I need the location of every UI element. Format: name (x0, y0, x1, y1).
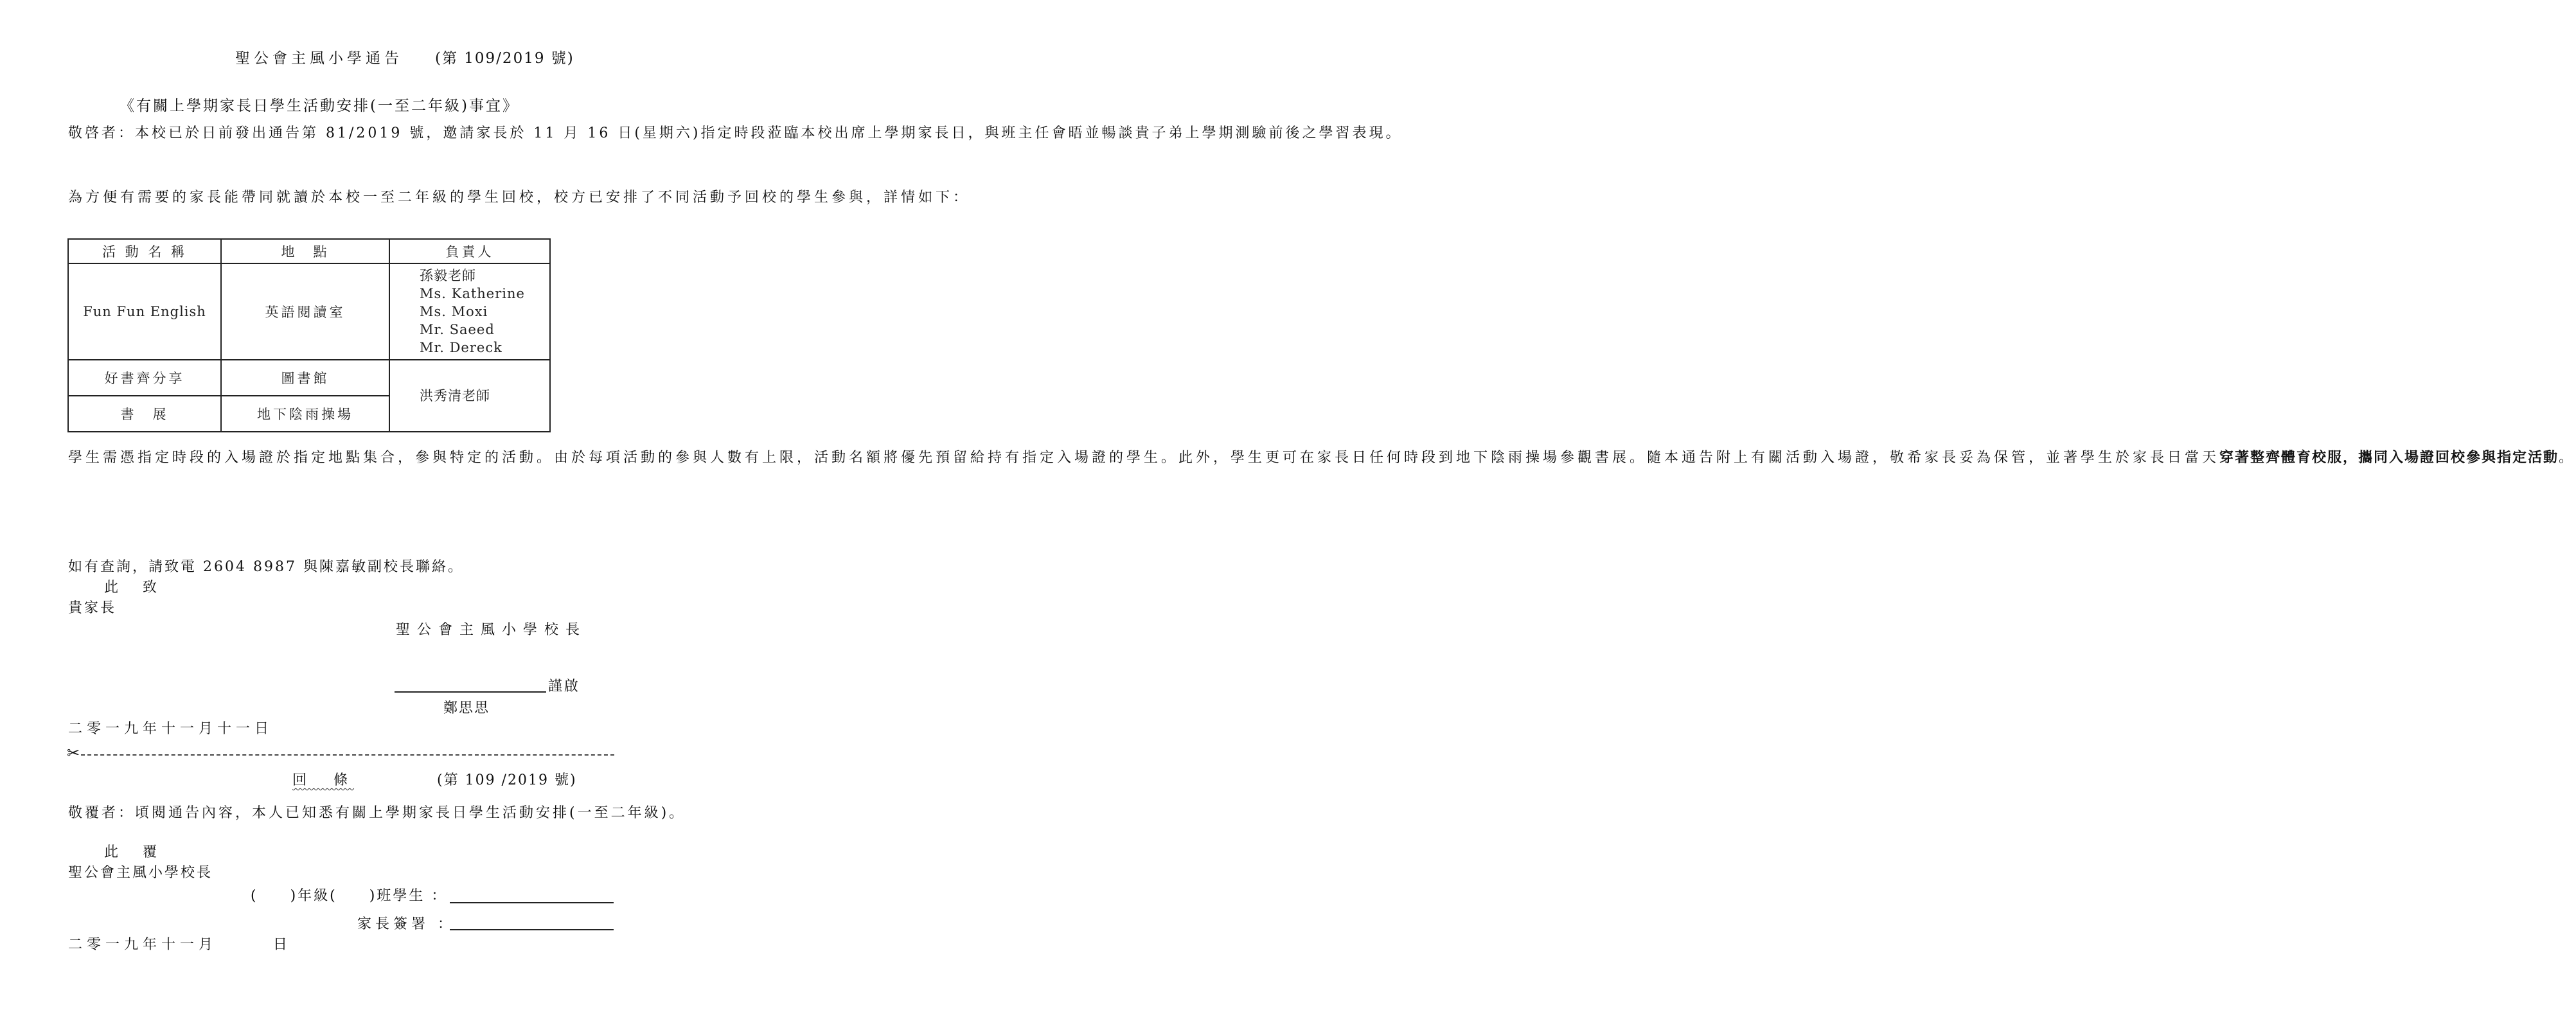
scissors-icon: ✂ (67, 744, 80, 762)
reply-date: 二零一九年十一月 日 (68, 937, 292, 953)
enquiry-line: 如有查詢，請致電 2604 8987 與陳嘉敏副校長聯絡。 (68, 559, 464, 575)
person-name: 洪秀清老師 (420, 388, 490, 403)
class-label: ( )年級( )班學生 ： (251, 888, 448, 904)
person-name: Ms. Katherine (420, 286, 525, 301)
table-row (68, 360, 550, 396)
table-row (68, 263, 550, 360)
venue-cell: 英語閱讀室 (221, 263, 389, 360)
person-name: Ms. Moxi (420, 304, 488, 319)
paragraph-3-text: 學生需憑指定時段的入場證於指定地點集合，參與特定的活動。由於每項活動的參與人數有上限，活動名額將優先預留給持有指定入場證的學生。此外，學生更可在家長日任何時段到地下陰雨操場參觀書展。隨本通告附上有關活動入場證，敬希家長妥為保管，並著學生於家長日當天 (68, 450, 2220, 466)
notice-header (235, 46, 574, 67)
header-venue: 地 點 (221, 239, 389, 263)
notice-date: 二零一九年十一月十一日 (68, 721, 274, 737)
school-title: 聖公會主風小學通告 (235, 50, 403, 67)
activity-cell: Fun Fun English (68, 263, 221, 360)
paragraph-3 (68, 448, 2576, 468)
header-person: 負責人 (389, 239, 550, 263)
paragraph-2: 為方便有需要的家長能帶同就讀於本校一至二年級的學生回校，校方已安排了不同活動予回校的學生參與，詳情如下： (68, 190, 971, 206)
student-name-field[interactable] (450, 902, 614, 903)
table-header-row (68, 239, 550, 263)
signer-title: 聖公會主風小學校長 (396, 622, 587, 638)
activity-cell: 好書齊分享 (68, 360, 221, 396)
signature-line (395, 691, 546, 693)
notice-subject: 《有關上學期家長日學生活動安排(一至二年級)事宜》 (120, 98, 519, 114)
paragraph-1: 敬啓者：本校已於日前發出通告第 81/2019 號，邀請家長於 11 月 16 日(星期六)指定時段蒞臨本校出席上學期家長日，與班主任會晤並暢談貴子弟上學期測驗前後之學習表現。 (68, 125, 1403, 141)
person-name: Mr. Saeed (420, 322, 495, 337)
reply-body-text: 敬覆者：頃閱通告內容，本人已知悉有關上學期家長日學生活動安排(一至二年級)。 (68, 805, 686, 821)
person-cell (389, 263, 550, 360)
cut-line (81, 754, 614, 756)
recipient: 貴家長 (68, 600, 117, 616)
paragraph-3-end: 。 (2559, 450, 2576, 466)
paragraph-instructions (68, 448, 2576, 468)
person-name: Mr. Dereck (420, 340, 502, 355)
uniform-requirement: 穿著整齊體育校服，攜同入場證回校參與指定活動 (2219, 450, 2559, 466)
venue-cell: 圖書館 (221, 360, 389, 396)
closing-salutation: 此 致 (104, 580, 163, 596)
sign-word: 謹啟 (548, 678, 581, 695)
paragraph-arrangement (68, 188, 971, 208)
person-name: 孫毅老師 (420, 268, 476, 283)
reply-body (68, 803, 686, 823)
header-activity: 活 動 名 稱 (68, 239, 221, 263)
parent-signature-field[interactable] (450, 929, 614, 930)
reply-notice-number: (第 109 /2019 號) (437, 772, 577, 788)
reply-recipient: 聖公會主風小學校長 (68, 865, 213, 881)
reply-closing: 此 覆 (104, 844, 163, 860)
notice-number: (第 109/2019 號) (435, 50, 574, 67)
reply-title (292, 771, 354, 790)
signer-name: 鄭思思 (443, 700, 490, 716)
venue-cell: 地下陰雨操場 (221, 396, 389, 432)
person-cell (389, 360, 550, 432)
parent-signature-label: 家長簽署 ： (357, 916, 456, 932)
paragraph-invitation (68, 123, 1403, 143)
activity-table (67, 238, 551, 432)
activity-cell: 書 展 (68, 396, 221, 432)
reply-title-text: 回 條 (292, 772, 355, 788)
